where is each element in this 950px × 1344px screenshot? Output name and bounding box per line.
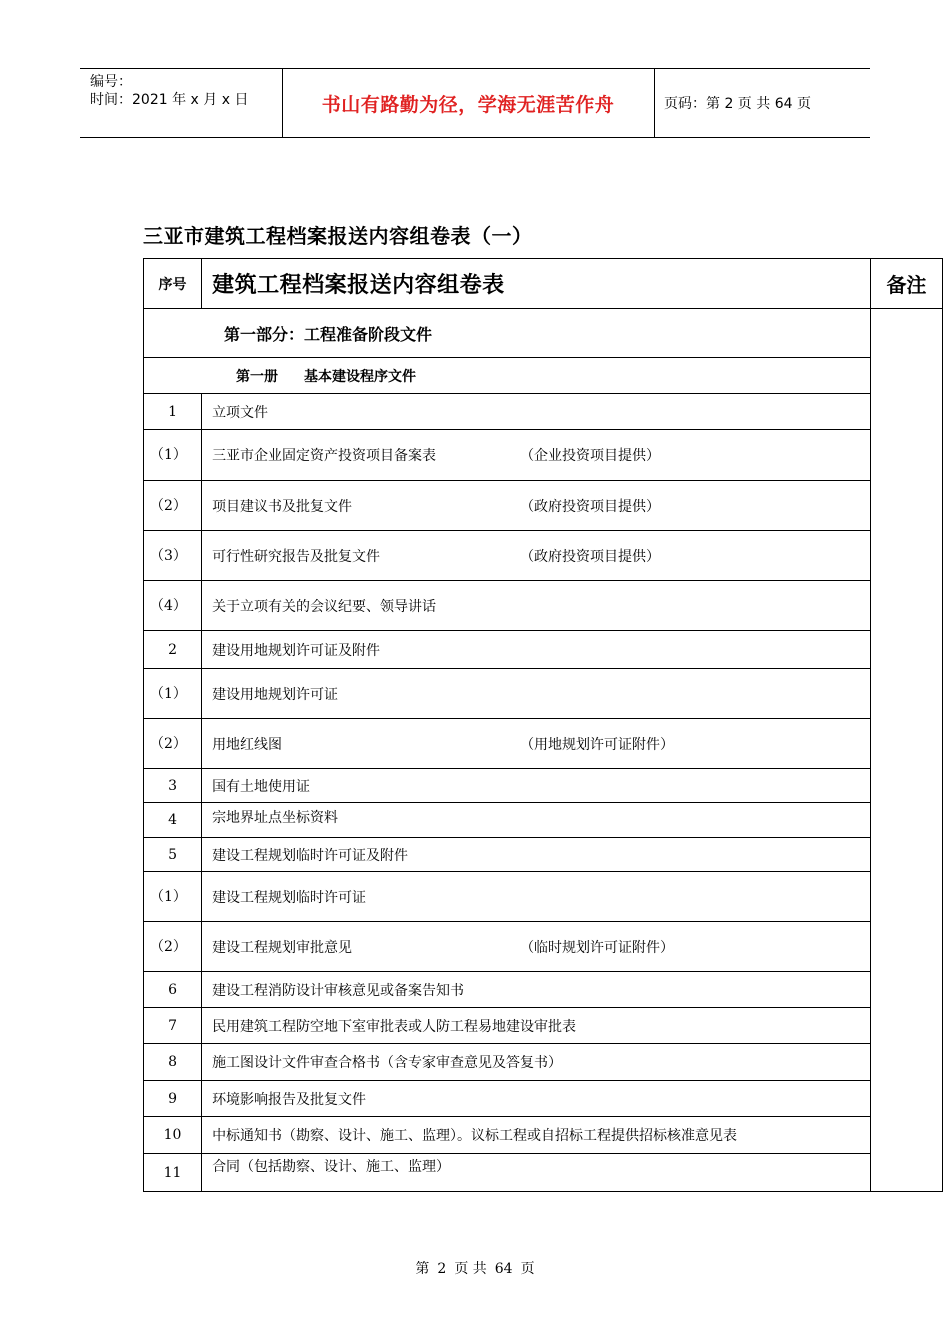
table-row xyxy=(144,872,943,922)
row-text: 环境影响报告及批复文件 xyxy=(212,1091,367,1108)
header-number: 编号： xyxy=(90,74,132,90)
row-content xyxy=(202,430,871,481)
header-page-info: 页码：第 2 页 共 64 页 xyxy=(664,96,811,112)
row-content xyxy=(202,1081,871,1117)
table-row xyxy=(144,531,943,581)
row-text: 项目建议书及批复文件 xyxy=(212,498,353,515)
table-row xyxy=(144,719,943,769)
row-content xyxy=(202,838,871,872)
footer-total: 64 xyxy=(494,1261,513,1277)
table-row xyxy=(144,922,943,972)
row-number: （4） xyxy=(144,581,202,631)
table-row xyxy=(144,1044,943,1081)
header-meta xyxy=(90,73,248,109)
notes-column xyxy=(870,309,942,1192)
footer-suffix: 页 xyxy=(520,1261,535,1277)
row-content xyxy=(202,669,871,719)
row-number: （1） xyxy=(144,872,202,922)
part-row xyxy=(144,309,943,358)
row-number: 3 xyxy=(144,769,202,803)
table-row xyxy=(144,394,943,430)
table-row xyxy=(144,972,943,1008)
table-row xyxy=(144,669,943,719)
header-content: 建筑工程档案报送内容组卷表 xyxy=(202,259,871,309)
row-content xyxy=(202,631,871,669)
document-title: 三亚市建筑工程档案报送内容组卷表（一） xyxy=(143,224,533,248)
row-text: 建设用地规划许可证 xyxy=(212,686,339,703)
page-header xyxy=(80,68,870,138)
row-number: 7 xyxy=(144,1008,202,1044)
row-number: 4 xyxy=(144,803,202,838)
row-content xyxy=(202,972,871,1008)
row-content xyxy=(202,803,871,838)
row-note: （政府投资项目提供） xyxy=(520,548,661,565)
row-content xyxy=(202,394,871,430)
row-text: 建设工程规划临时许可证 xyxy=(212,889,367,906)
row-number: 10 xyxy=(144,1117,202,1154)
archive-table xyxy=(143,258,943,1192)
footer-prefix: 第 xyxy=(415,1261,430,1277)
row-note: （用地规划许可证附件） xyxy=(520,736,675,753)
header-no: 序号 xyxy=(144,259,202,309)
row-text: 合同（包括勘察、设计、施工、监理） xyxy=(212,1159,451,1175)
row-content xyxy=(202,1154,871,1192)
row-content xyxy=(202,531,871,581)
row-note: （企业投资项目提供） xyxy=(520,448,661,464)
row-text: 用地红线图 xyxy=(212,736,283,753)
table-row xyxy=(144,481,943,531)
row-text: 关于立项有关的会议纪要、领导讲话 xyxy=(212,598,437,615)
row-text: 可行性研究报告及批复文件 xyxy=(212,548,381,565)
row-text: 施工图设计文件审查合格书（含专家审查意见及答复书） xyxy=(212,1055,563,1071)
row-number: （2） xyxy=(144,922,202,972)
header-time: 时间：2021 年 x 月 x 日 xyxy=(90,92,249,108)
header-note: 备注 xyxy=(870,259,942,309)
table-row xyxy=(144,803,943,838)
row-number: 9 xyxy=(144,1081,202,1117)
table-row xyxy=(144,1008,943,1044)
row-number: 6 xyxy=(144,972,202,1008)
footer-page: 2 xyxy=(437,1261,447,1277)
row-content xyxy=(202,1008,871,1044)
row-note: （临时规划许可证附件） xyxy=(520,939,675,956)
row-text: 民用建筑工程防空地下室审批表或人防工程易地建设审批表 xyxy=(212,1018,577,1035)
volume-label: 第一册 xyxy=(236,368,278,385)
row-number: 5 xyxy=(144,838,202,872)
footer-mid: 页 共 xyxy=(454,1261,487,1277)
row-text: 国有土地使用证 xyxy=(212,778,311,795)
page-footer xyxy=(0,1258,950,1278)
table-row xyxy=(144,631,943,669)
table-row xyxy=(144,769,943,803)
row-text: 中标通知书（勘察、设计、施工、监理）。议标工程或自招标工程提供招标核准意见表 xyxy=(212,1128,738,1144)
header-divider xyxy=(654,69,655,137)
row-note: （政府投资项目提供） xyxy=(520,498,661,515)
row-number: 8 xyxy=(144,1044,202,1081)
volume-row xyxy=(144,358,943,394)
row-number: 1 xyxy=(144,394,202,430)
volume-name: 基本建设程序文件 xyxy=(304,368,416,385)
row-text: 建设工程消防设计审核意见或备案告知书 xyxy=(212,982,465,999)
row-number: （3） xyxy=(144,531,202,581)
header-motto: 书山有路勤为径，学海无涯苦作舟 xyxy=(321,93,615,116)
table-row xyxy=(144,430,943,481)
row-content xyxy=(202,481,871,531)
table-row xyxy=(144,1154,943,1192)
row-number: （2） xyxy=(144,719,202,769)
row-text: 建设工程规划临时许可证及附件 xyxy=(212,847,409,864)
row-text: 三亚市企业固定资产投资项目备案表 xyxy=(212,448,437,464)
row-number: 2 xyxy=(144,631,202,669)
row-text: 立项文件 xyxy=(212,404,269,421)
volume-title xyxy=(144,358,871,394)
row-content xyxy=(202,1117,871,1154)
table-header-row xyxy=(144,259,943,309)
row-content xyxy=(202,1044,871,1081)
part-title: 第一部分：工程准备阶段文件 xyxy=(144,309,871,358)
row-content xyxy=(202,769,871,803)
row-text: 建设工程规划审批意见 xyxy=(212,939,353,956)
row-text: 建设用地规划许可证及附件 xyxy=(212,642,381,659)
row-number: 11 xyxy=(144,1154,202,1192)
table-row xyxy=(144,581,943,631)
row-number: （2） xyxy=(144,481,202,531)
row-content xyxy=(202,922,871,972)
row-text: 宗地界址点坐标资料 xyxy=(212,810,339,826)
table-row xyxy=(144,1117,943,1154)
table-row xyxy=(144,838,943,872)
row-number: （1） xyxy=(144,669,202,719)
row-content xyxy=(202,719,871,769)
row-number: （1） xyxy=(144,430,202,481)
row-content xyxy=(202,581,871,631)
table-row xyxy=(144,1081,943,1117)
row-content xyxy=(202,872,871,922)
